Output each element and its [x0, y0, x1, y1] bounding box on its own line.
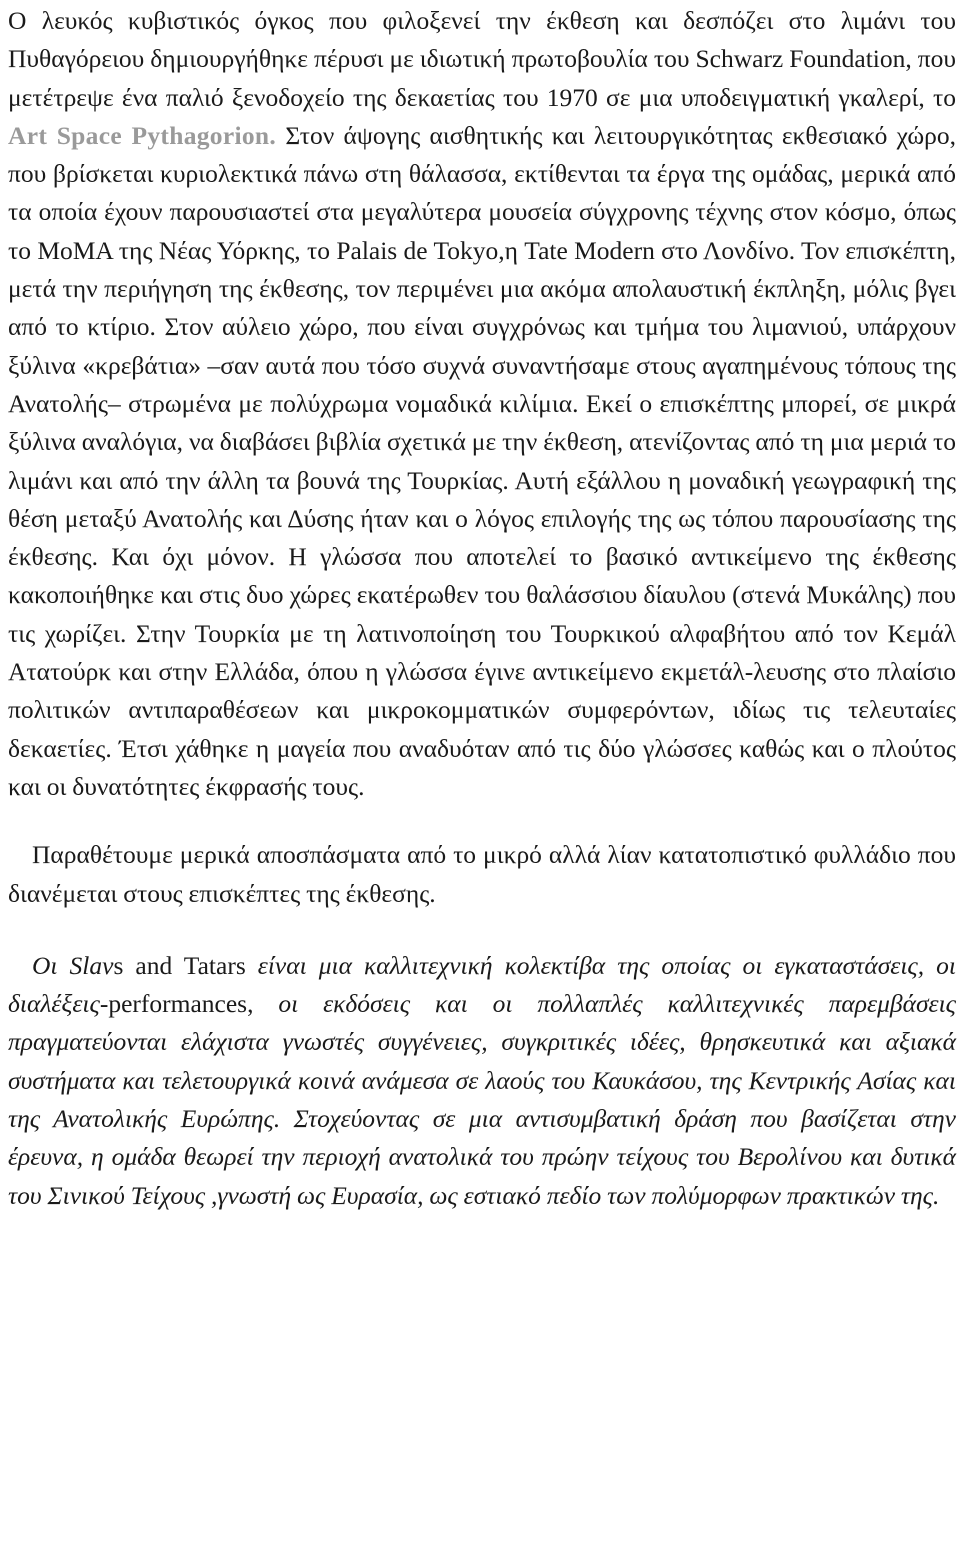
paragraph-1-text-b: Στον άψογης αισθητικής και λειτουργικότητας εκθεσιακό χώρο, που βρίσκεται κυριολεκτικά πάνω στη θάλασσα, εκτίθενται τα έργα της ομάδας, μερικά από τα οποία έχουν παρουσιαστεί στα μεγαλύτερα μουσεία σύγχρονης τέχνης στον κόσμο, όπως το MoMA της Νέας Υόρκης, το Palais de Tokyo,η Tate Modern στο Λονδίνο. Τον επισκέπτη, μετά την περιήγηση της έκθεσης, τον περιμένει μια ακόμα απολαυστική έκπληξη, μόλις βγει από το κτίριο. Στον αύλειο χώρο, που είναι συγχρόνως και τμήμα του λιμανιού, υπάρχουν ξύλινα «κρεβάτια» –σαν αυτά που τόσο συχνά συναντήσαμε στους αγαπημένους τόπους της Ανατολής– στρωμένα με πολύχρωμα νομαδικά κιλίμια. Εκεί ο επισκέπτης μπορεί, σε μικρά ξύλινα αναλόγια, να διαβάσει βιβλία σχετικά με την έκθεση, ατενίζοντας από τη μια μεριά το λιμάνι και από την άλλη τα βουνά της Τουρκίας. Αυτή εξάλλου η μοναδική γεωγραφική της θέση μεταξύ Ανατολής και Δύσης ήταν και ο λόγος επιλογής της ως τόπου παρουσίασης της έκθεσης. Και όχι μόνον. Η γλώσσα που αποτελεί το βασικό αντικείμενο της έκθεσης κακοποιήθηκε και στις δυο χώρες εκατέρωθεν του θαλάσσιου δίαυλου (στενά Μυκάλης) που τις χωρίζει. Στην Τουρκία με τη λατινοποίηση του Τουρκικού αλφαβήτου από τον Κεμάλ Ατατούρκ και στην Ελλάδα, όπου η γλώσσα έγινε αντικείμενο εκμετάλ-λευσης στο πλαίσιο πολιτικών αντιπαραθέσεων και μικροκομματικών συμφερόντων, ιδίως τις τελευταίες δεκαετίες. Έτσι χάθηκε η μαγεία που αναδυόταν από τις δύο γλώσσες καθώς και ο πλούτος και οι δυνατότητες έκφρασής τους. — [8, 120, 956, 801]
document-page — [8, 2, 956, 1215]
paragraph-slavs-and-tatars — [8, 947, 956, 1215]
art-space-pythagorion-highlight: Art Space Pythagorion. — [8, 120, 277, 150]
paragraph-3-italic-3: οι εκδόσεις και οι πολλαπλές καλλιτεχνικές παρεμβάσεις πραγματεύονται ελάχιστα γνωστές συγγένειες, συγκριτικές ιδέες, θρησκευτικά και αξιακά συστήματα και τελετουργικά κοινά ανάμεσα σε λαούς του Καυκάσου, της Κεντρικής Ασίας και της Ανατολικής Ευρώπης. Στοχεύοντας σε μια αντισυμβατική δράση που βασίζεται στην έρευνα, η ομάδα θεωρεί την περιοχή ανατολικά του πρώην τείχους του Βερολίνου και δυτικά του Σινικού Τείχους ,γνωστή ως Ευρασία, ως εστιακό πεδίο των πολύμορφων πρακτικών της. — [8, 989, 957, 1210]
paragraph-excerpts-intro: Παραθέτουμε μερικά αποσπάσματα από το μικρό αλλά λίαν κατατοπιστικό φυλλάδιο που διανέμεται στους επισκέπτες της έκθεσης. — [8, 840, 956, 908]
paragraph-art-space — [8, 2, 956, 806]
paragraph-3-italic-1: Οι Slav — [32, 950, 114, 980]
paragraph-1-text-a: Ο λευκός κυβιστικός όγκος που φιλοξενεί την έκθεση και δεσπόζει στο λιμάνι του Πυθαγόρειου δημιουργήθηκε πέρυσι με ιδιωτική πρωτοβουλία του Schwarz Foundation, που μετέτρεψε ένα παλιό ξενοδοχείο της δεκαετίας του 1970 σε μια υποδειγματική γκαλερί, το — [8, 6, 956, 112]
paragraph-3-roman-1: s and Tatars — [113, 950, 258, 980]
paragraph-3-roman-2: -performances, — [99, 989, 279, 1019]
paragraph-3-italic-2: είναι μια καλλιτεχνική κολεκτίβα της οποίας οι εγκαταστάσεις, οι διαλέξεις — [8, 950, 956, 1019]
